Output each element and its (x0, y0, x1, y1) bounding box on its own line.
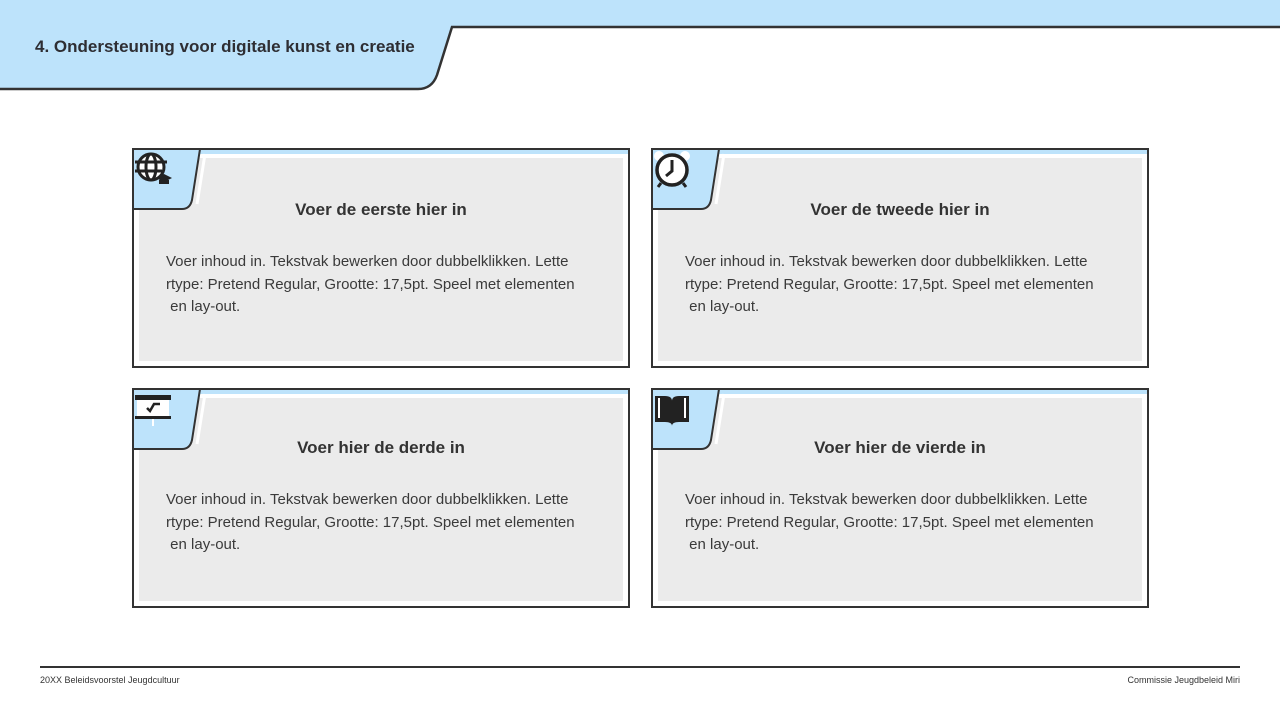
footer-left: 20XX Beleidsvoorstel Jeugdcultuur (40, 675, 180, 685)
card-body[interactable]: Voer inhoud in. Tekstvak bewerken door dubbelklikken. Lette rtype: Pretend Regular, Grootte: 17,5pt. Speel met elementen en lay-out. (685, 253, 1094, 315)
content-card (651, 388, 1149, 608)
card-body[interactable]: Voer inhoud in. Tekstvak bewerken door dubbelklikken. Lette rtype: Pretend Regular, Grootte: 17,5pt. Speel met elementen en lay-out. (166, 253, 575, 315)
card-body[interactable]: Voer inhoud in. Tekstvak bewerken door dubbelklikken. Lette rtype: Pretend Regular, Grootte: 17,5pt. Speel met elementen en lay-out. (166, 491, 575, 553)
card-title: Voer hier de derde in (297, 438, 465, 457)
footer-divider (40, 666, 1240, 668)
content-card (132, 148, 630, 368)
content-card (132, 388, 630, 608)
alarm-clock-icon (651, 148, 693, 190)
footer-right: Commissie Jeugdbeleid Miri (1127, 675, 1240, 685)
content-card (651, 148, 1149, 368)
card-title: Voer hier de vierde in (814, 438, 986, 457)
card-body[interactable]: Voer inhoud in. Tekstvak bewerken door dubbelklikken. Lette rtype: Pretend Regular, Grootte: 17,5pt. Speel met elementen en lay-out. (685, 491, 1094, 553)
page-title: 4. Ondersteuning voor digitale kunst en creatie (35, 37, 415, 56)
card-title: Voer de tweede hier in (810, 200, 990, 219)
card-title: Voer de eerste hier in (295, 200, 467, 219)
globe-graduation-icon (132, 148, 174, 190)
presentation-board-icon (132, 388, 174, 430)
open-book-icon (651, 388, 693, 430)
